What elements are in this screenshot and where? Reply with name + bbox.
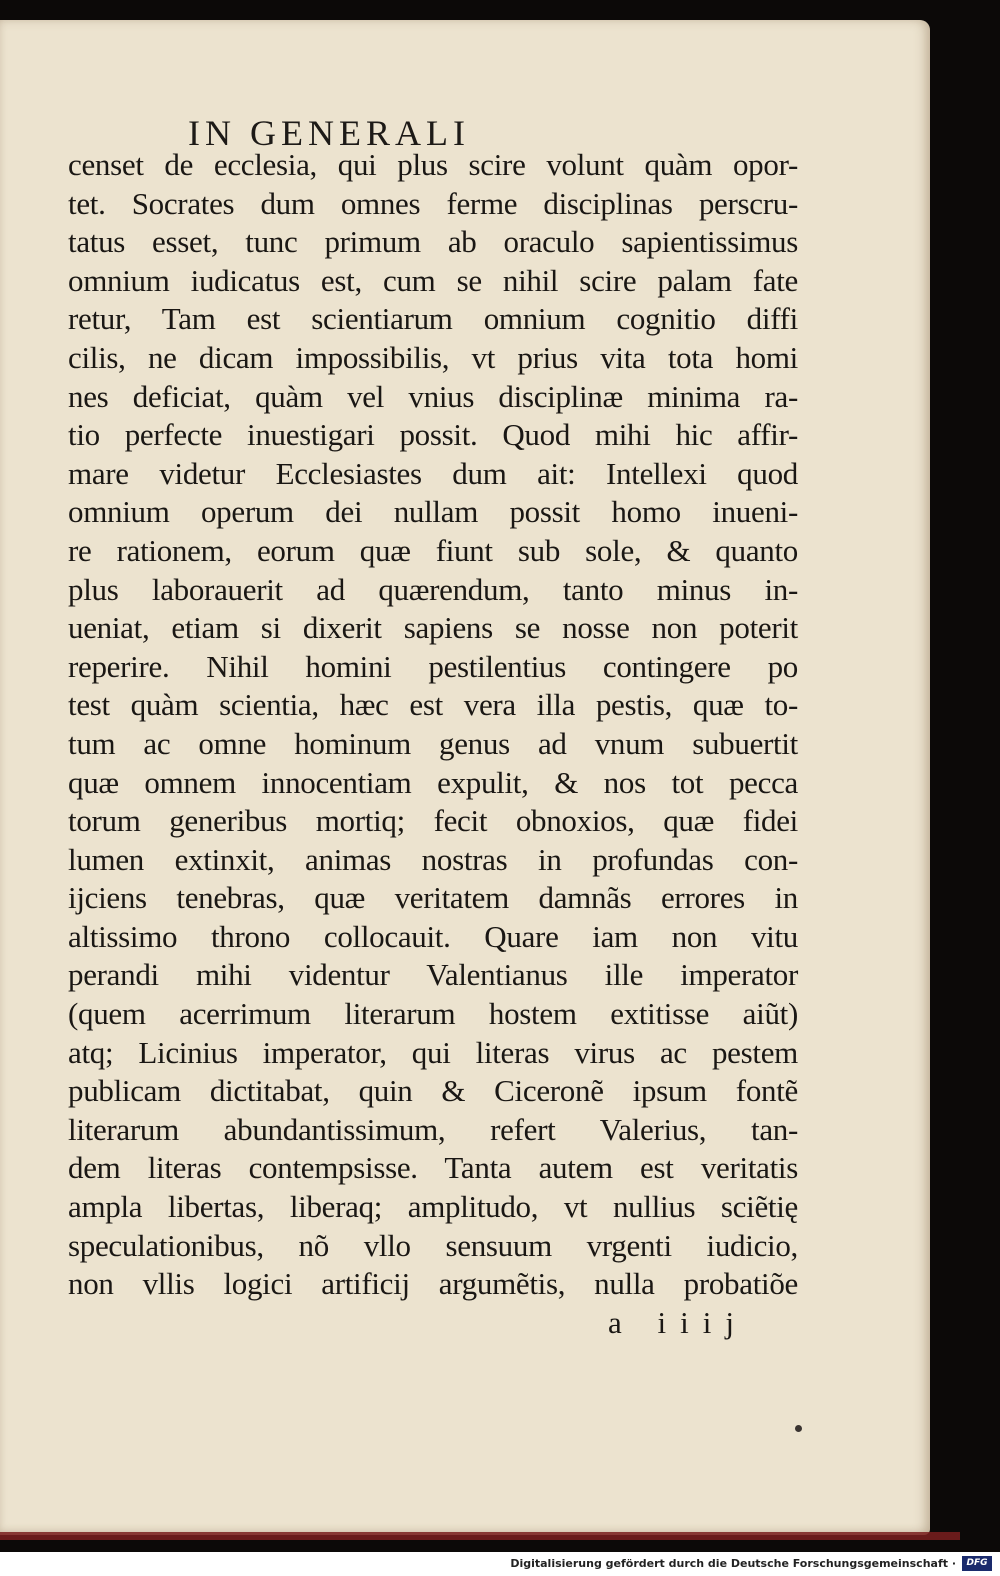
text-line: altissimo throno collocauit. Quare iam non vitu (68, 918, 798, 954)
text-line: reperire. Nihil homini pestilentius contingere po (68, 648, 798, 684)
text-line: plus laborauerit ad quærendum, tanto minus in- (68, 571, 798, 607)
text-line: censet de ecclesia, qui plus scire volunt quàm opor- (68, 147, 798, 182)
text-line: ijciens tenebras, quæ veritatem damnãs errores in (68, 880, 798, 916)
text-line: atq; Licinius imperator, qui literas virus ac pestem (68, 1034, 798, 1070)
text-line: tatus esset, tunc primum ab oraculo sapientissimus (68, 224, 798, 260)
text-block (68, 146, 798, 1304)
text-line: mare videtur Ecclesiastes dum ait: Intellexi quod (68, 455, 798, 491)
text-line: omnium operum dei nullam possit homo inueni- (68, 494, 798, 530)
text-line: test quàm scientia, hæc est vera illa pestis, quæ to- (68, 687, 798, 723)
text-line: tum ac omne hominum genus ad vnum subuertit (68, 725, 798, 761)
text-line: perandi mihi videntur Valentianus ille imperator (68, 957, 798, 993)
text-line: literarum abundantissimum, refert Valerius, tan- (68, 1111, 798, 1147)
footer-bar (0, 1552, 1000, 1576)
funding-credit: Digitalisierung gefördert durch die Deutsche Forschungsgemeinschaft · (510, 1557, 956, 1570)
text-line: retur, Tam est scientiarum omnium cognitio diffi (68, 301, 798, 337)
text-line: tio perfecte inuestigari possit. Quod mihi hic affir- (68, 417, 798, 453)
text-line: cilis, ne dicam impossibilis, vt prius vita tota homi (68, 339, 798, 375)
page-edge (0, 1532, 960, 1540)
text-line: ampla libertas, liberaq; amplitudo, vt nullius sciẽtię (68, 1189, 798, 1225)
text-line: ueniat, etiam si dixerit sapiens se nosse non poterit (68, 610, 798, 646)
signature-mark: a iiij (608, 1305, 748, 1340)
text-line: dem literas contempsisse. Tanta autem est veritatis (68, 1150, 798, 1186)
text-line: (quem acerrimum literarum hostem extitisse aiũt) (68, 996, 798, 1032)
text-line: lumen extinxit, animas nostras in profundas con- (68, 841, 798, 877)
text-line: publicam dictitabat, quin & Ciceronẽ ipsum fontẽ (68, 1073, 798, 1109)
text-line: speculationibus, nõ vllo sensuum vrgenti iudicio, (68, 1227, 798, 1263)
text-line: omnium iudicatus est, cum se nihil scire palam fate (68, 262, 798, 298)
text-line: non vllis logici artificij argumẽtis, nulla probatiõe (68, 1266, 798, 1302)
running-head: IN GENERALI (188, 113, 470, 153)
ink-speck (795, 1425, 802, 1432)
text-line: re rationem, eorum quæ fiunt sub sole, & quanto (68, 532, 798, 568)
text-line: torum generibus mortiq; fecit obnoxios, quæ fidei (68, 803, 798, 839)
text-line: tet. Socrates dum omnes ferme disciplinas perscru- (68, 185, 798, 221)
text-line: quæ omnem innocentiam expulit, & nos tot pecca (68, 764, 798, 800)
dfg-logo: DFG (962, 1556, 992, 1571)
text-line: nes deficiat, quàm vel vnius disciplinæ minima ra- (68, 378, 798, 414)
